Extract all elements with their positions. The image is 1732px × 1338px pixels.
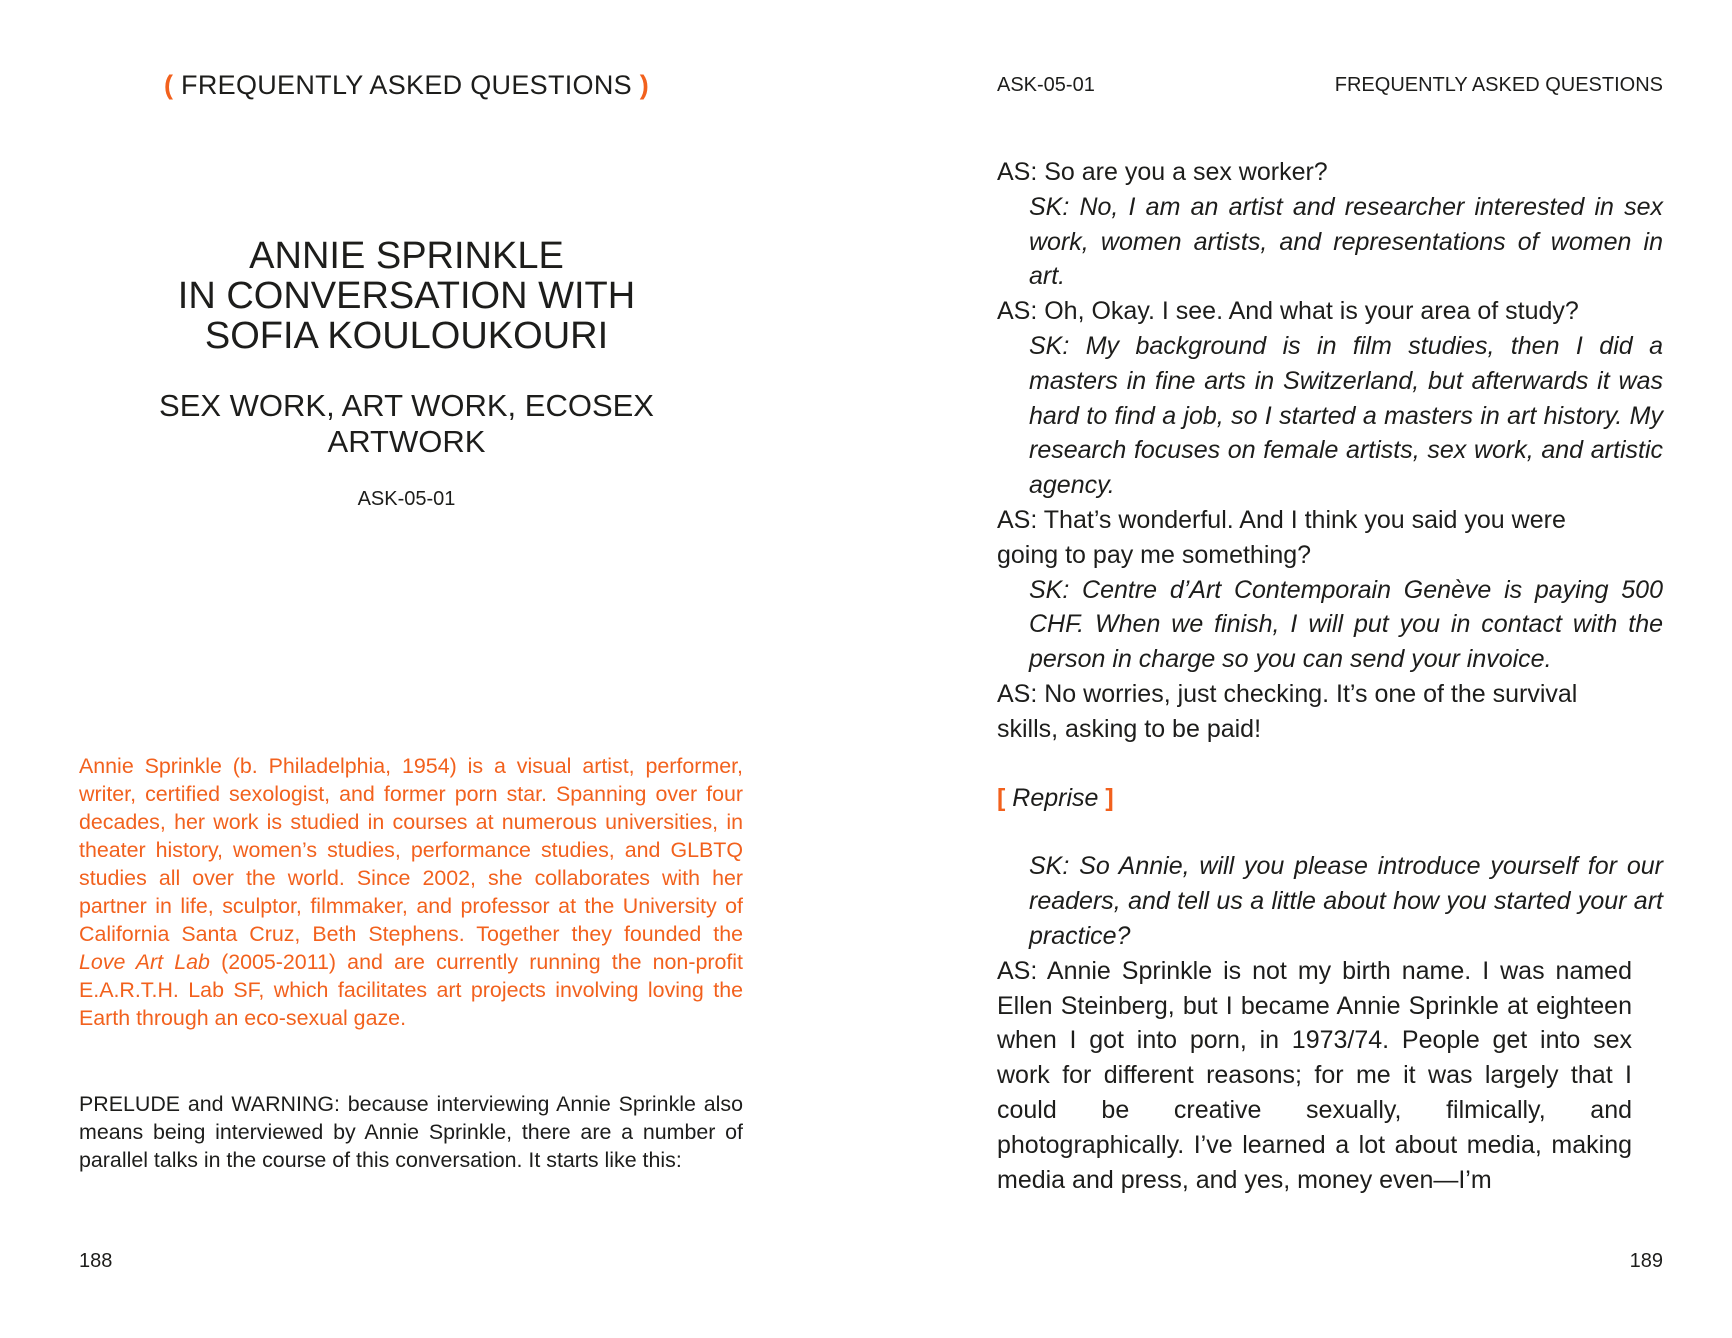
reprise-heading: [997, 781, 1663, 816]
reprise-label: Reprise: [1012, 783, 1099, 812]
bio-text-1: Annie Sprinkle (b. Philadelphia, 1954) is a visual artist, performer, writer, certified sexologist, and former porn star. Spanning over four decades, her work is studied in courses at numerous universities, in theater history, women’s studies, performance studies, and GLBTQ studies all over the world. Since 2002, she collaborates with her partner in life, sculptor, filmmaker, and professor at the University of California Santa Cruz, Beth Stephens. Together they founded the: [79, 754, 743, 946]
reprise-open-bracket: [: [997, 783, 1006, 812]
article-subtitle: SEX WORK, ART WORK, ECOSEX ARTWORK: [159, 388, 654, 459]
dialogue-sk-line: SK: So Annie, will you please introduce yourself for our readers, and tell us a little about how you started your art practice?: [1029, 852, 1663, 950]
title-line-3: SOFIA KOULOUKOURI: [204, 315, 609, 357]
title-line-2: IN CONVERSATION WITH: [177, 275, 636, 317]
right-page: [866, 0, 1732, 1338]
dialogue-as-line: AS: Annie Sprinkle is not my birth name. I was named Ellen Steinberg, but I became Annie Sprinkle at eighteen when I got into porn, in 1973/74. People get into sex work for different reasons; for me it was largely that I could be creative sexually, filmically, and photographically. I’ve learned a lot about media, making media and press, and yes, money even—I’m: [997, 956, 1632, 1194]
dialogue-as-line: AS: Oh, Okay. I see. And what is your area of study?: [997, 297, 1579, 326]
dialogue: [997, 155, 1663, 1197]
dialogue-sk-line: SK: My background is in film studies, then I did a masters in fine arts in Switzerland, but afterwards it was hard to find a job, so I started a masters in art history. My research focuses on female artists, sex work, and artistic agency.: [1029, 331, 1663, 500]
dialogue-as-line: AS: That’s wonderful. And I think you said you were going to pay me something?: [997, 505, 1566, 569]
dialogue-sk-line: SK: No, I am an artist and researcher interested in sex work, women artists, and representations of women in art.: [1029, 192, 1663, 291]
bio-text-2: (2005-2011) and are currently running the non-profit E.A.R.T.H. Lab SF, which facilitates art projects involving loving the Earth through an eco-sexual gaze.: [79, 950, 743, 1030]
title-line-1: ANNIE SPRINKLE: [249, 235, 564, 277]
reprise-close-bracket: ]: [1105, 783, 1114, 812]
prelude-paragraph: PRELUDE and WARNING: because interviewing Annie Sprinkle also means being interviewed by Annie Sprinkle, there are a number of parallel talks in the course of this conversation. It starts like this:: [79, 1092, 743, 1172]
dialogue-sk-line: SK: Centre d’Art Contemporain Genève is paying 500 CHF. When we finish, I will put you in contact with the person in charge so you can send your invoice.: [1029, 575, 1663, 674]
bio-paragraph: [79, 752, 743, 1032]
dialogue-as-line: AS: So are you a sex worker?: [997, 158, 1328, 186]
dialogue-as-line: AS: No worries, just checking. It’s one of the survival skills, asking to be paid!: [997, 679, 1578, 743]
section-header: [80, 70, 733, 101]
page-number-left: 188: [79, 1250, 113, 1272]
running-header: FREQUENTLY ASKED QUESTIONS: [1334, 74, 1663, 96]
bio-italic-title: Love Art Lab: [79, 950, 210, 974]
article-code: ASK-05-01: [357, 488, 456, 510]
article-title: [80, 236, 733, 356]
running-code: ASK-05-01: [997, 74, 1095, 96]
page-number-right: 189: [1629, 1250, 1663, 1272]
header-close-paren: ): [639, 70, 650, 100]
header-label: FREQUENTLY ASKED QUESTIONS: [181, 70, 632, 100]
header-open-paren: (: [163, 70, 174, 100]
